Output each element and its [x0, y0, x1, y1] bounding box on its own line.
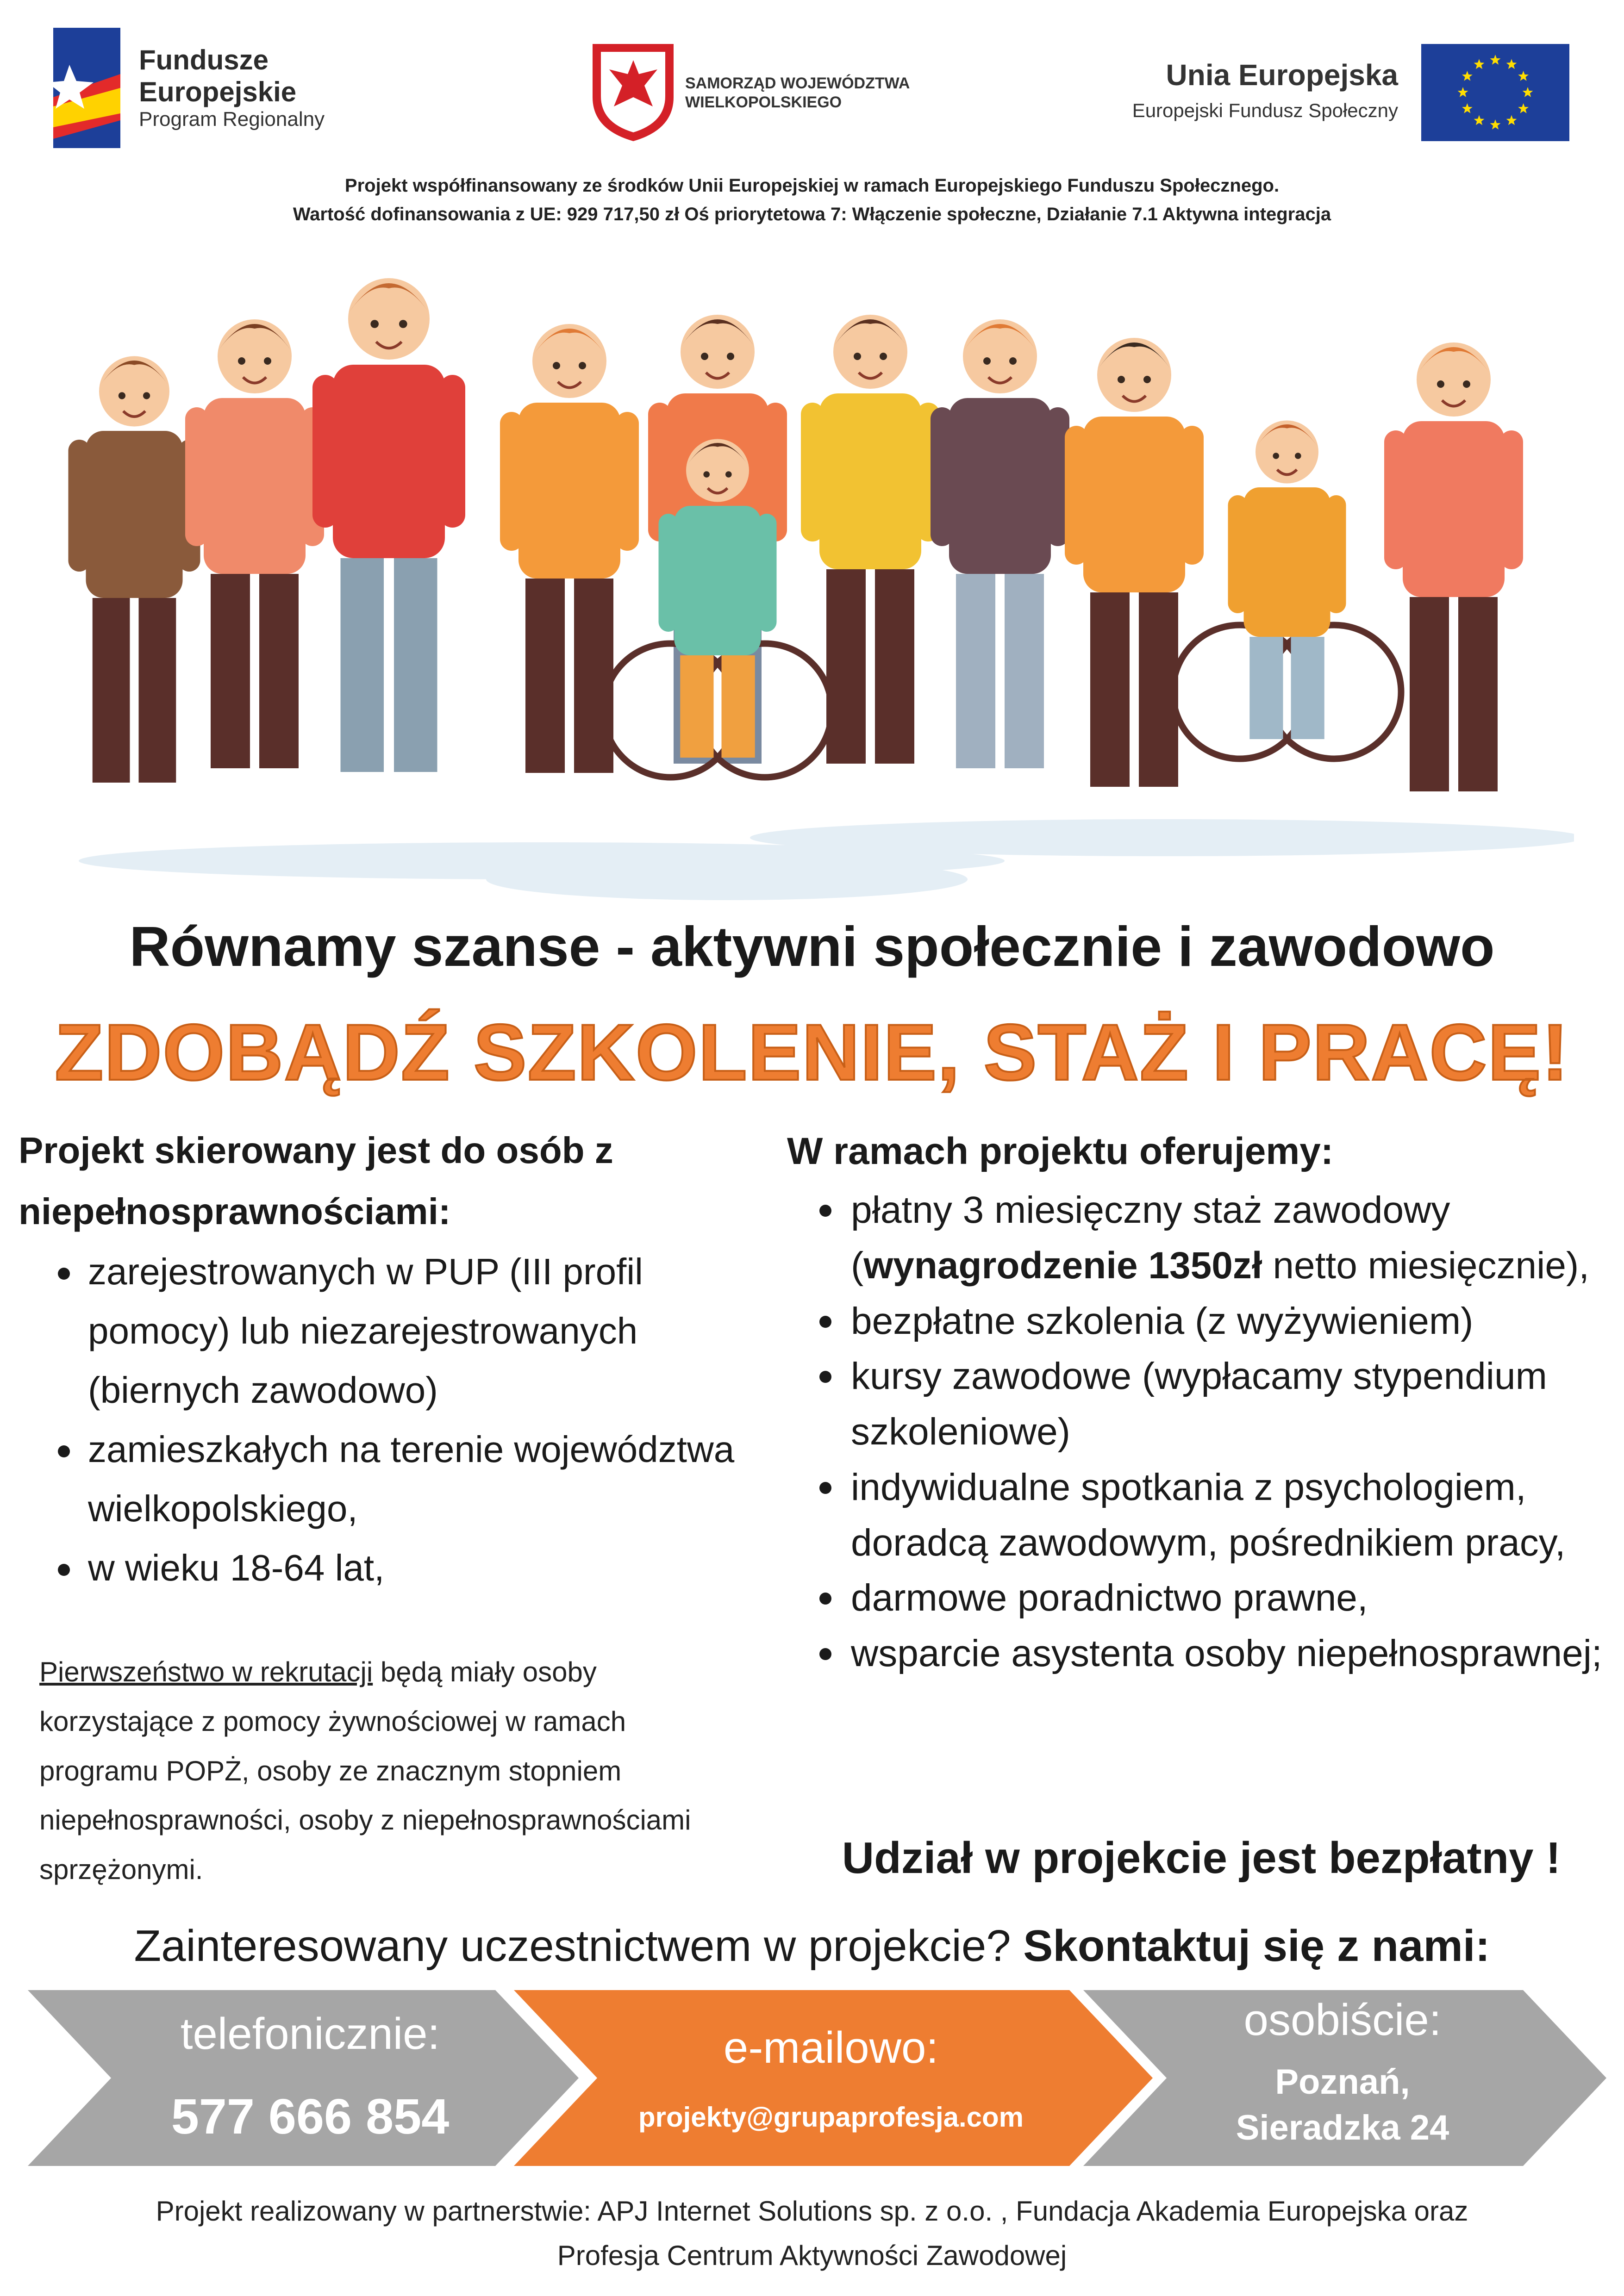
list-item: bezpłatne szkolenia (z wyżywieniem) [787, 1294, 1616, 1349]
list-item: zarejestrowanych w PUP (III profil pomocy) lub niezarejestrowanych (biernych zawodowo) [19, 1242, 778, 1420]
priority-note [39, 1648, 752, 1895]
email-label: e-mailowo: [723, 2023, 939, 2072]
list-item: darmowe poradnictwo prawne, [787, 1570, 1616, 1626]
list-item: w wieku 18-64 lat, [19, 1538, 778, 1598]
target-group-section [19, 1120, 778, 1598]
phone-label: telefonicznie: [180, 2009, 440, 2059]
list-item: kursy zawodowe (wypłacamy stypendium szkoleniowe) [787, 1349, 1616, 1459]
contact-heading: Zainteresowany uczestnictwem w projekcie? Skontaktuj się z nami: [134, 1921, 1490, 1971]
address-label: osobiście: [1243, 1995, 1442, 2045]
free-participation-note: Udział w projekcie jest bezpłatny ! [842, 1833, 1561, 1883]
priority-text: będą miały osoby korzystające z pomocy żywnościowej w ramach programu POPŻ, osoby ze znacznym stopniem niepełnosprawności, osoby z niepełnosprawnościami sprzężonymi. [39, 1656, 691, 1885]
email-arrow [514, 1990, 1153, 2166]
efs-subtitle: Europejski Fundusz Społeczny [1132, 100, 1398, 121]
fundusze-europejskie-text: Fundusze Europejskie Program Regionalny [139, 44, 325, 131]
address-value: Poznań, Sieradzka 24 [1236, 2062, 1449, 2147]
target-group-title: Projekt skierowany jest do osób z niepełnosprawnościami: [19, 1130, 613, 1232]
salary-highlight: wynagrodzenie 1350zł [863, 1244, 1262, 1287]
list-item: wsparcie asystenta osoby niepełnosprawnej; [787, 1626, 1616, 1681]
headline: Równamy szanse - aktywni społecznie i zawodowo [129, 915, 1495, 978]
priority-heading: Pierwszeństwo w rekrutacji [39, 1656, 373, 1687]
email-address[interactable]: projekty@grupaprofesja.com [638, 2102, 1024, 2133]
list-item: indywidualne spotkania z psychologiem, doradcą zawodowym, pośrednikiem pracy, [787, 1460, 1616, 1570]
slogan: ZDOBĄDŹ SZKOLENIE, STAŻ I PRACĘ! [55, 1008, 1569, 1097]
unia-europejska-title: Unia Europejska [1166, 58, 1398, 92]
eu-flag-icon [1421, 44, 1569, 141]
target-group-list [19, 1242, 778, 1598]
list-item: zamieszkałych na terenie województwa wielkopolskiego, [19, 1420, 778, 1538]
phone-number[interactable]: 577 666 854 [171, 2088, 450, 2144]
partnership-footer: Projekt realizowany w partnerstwie: APJ Internet Solutions sp. z o.o. , Fundacja Akademia Europejska oraz Profesja Centrum Aktywności Zawodowej [156, 2196, 1468, 2271]
samorzad-wojewodztwa-text: SAMORZĄD WOJEWÓDZTWA WIELKOPOLSKIEGO [685, 75, 910, 111]
cofinancing-note: Projekt współfinansowany ze środków Unii Europejskiej w ramach Europejskiego Funduszu Społecznego. Wartość dofinansowania z UE: 929 717,50 zł Oś priorytetowa 7: Włączenie społeczne, Działanie 7.1 Aktywna integracja [293, 175, 1331, 224]
offer-title: W ramach projektu oferujemy: [787, 1130, 1334, 1172]
offer-list [787, 1182, 1616, 1681]
list-item: płatny 3 miesięczny staż zawodowy (wynagrodzenie 1350zł netto miesięcznie), [787, 1182, 1616, 1293]
contact-arrows [28, 1990, 1611, 2166]
people-illustration [56, 259, 1574, 912]
offer-section [787, 1120, 1616, 1681]
